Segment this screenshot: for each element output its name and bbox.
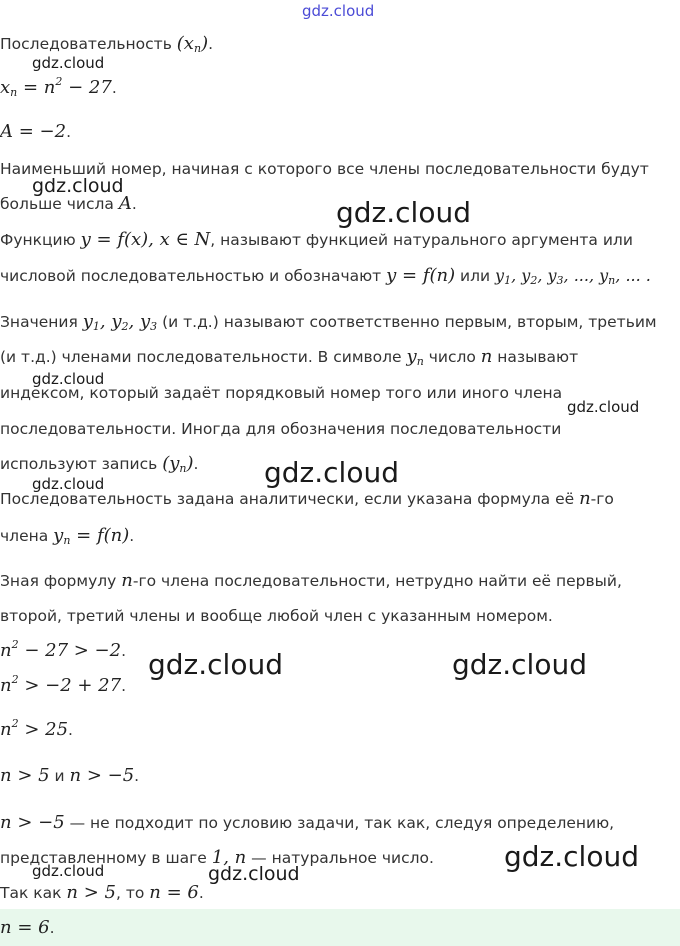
text: Функцию: [0, 231, 81, 249]
text: и: [49, 767, 70, 785]
text: .: [68, 721, 73, 739]
text: представленному в шаге: [0, 849, 212, 867]
math: n: [480, 346, 493, 367]
answer: [0, 917, 55, 939]
text: , то: [115, 884, 150, 902]
math: n = 6: [149, 882, 199, 903]
formula-line-2: [0, 605, 553, 627]
math: $n^2 - 27 > -2$: [0, 638, 122, 661]
watermark: gdz.cloud: [336, 196, 471, 229]
answer-highlight: [0, 909, 680, 946]
text: .: [198, 884, 204, 902]
math: $(y_n)$: [162, 453, 194, 475]
formula-line-1: [0, 570, 622, 592]
text: второй, третий члены и вообще любой член с указанным номером.: [0, 607, 553, 625]
text: Значения: [0, 313, 83, 331]
text: — не подходит по условию задачи, так как, следуя определению,: [64, 814, 615, 832]
math: $(x_n)$: [176, 33, 209, 55]
values-line-1: [0, 311, 657, 333]
inequality-2: [0, 675, 126, 697]
text: -го: [590, 490, 614, 508]
math: $y_1$, $y_2$, $y_3$, ..., $y_n$, ... .: [495, 266, 651, 287]
math: A = −2: [0, 121, 67, 142]
inequality-3: [0, 719, 73, 741]
analytic-line-1: [0, 488, 614, 510]
text: .: [121, 642, 127, 660]
text: используют запись: [0, 455, 163, 473]
watermark: gdz.cloud: [32, 54, 105, 72]
text: .: [49, 919, 55, 937]
math: n > 5: [0, 765, 50, 786]
text: .: [193, 455, 199, 473]
watermark: gdz.cloud: [32, 862, 105, 880]
math: $y_n$: [406, 346, 424, 368]
text: числовой последовательностью и обозначают: [0, 267, 387, 285]
text: — натуральное число.: [246, 849, 434, 867]
math: n: [121, 570, 133, 591]
formula-xn: [0, 77, 117, 99]
math: n > 5: [66, 882, 116, 903]
text: .: [66, 123, 71, 141]
definition-line-2: [0, 265, 651, 287]
math: n: [579, 488, 591, 509]
value-a: [0, 121, 71, 143]
analytic-line-2: [0, 525, 134, 547]
sequence-title: [0, 33, 213, 55]
values-line-5: [0, 453, 198, 475]
watermark: gdz.cloud: [32, 475, 105, 493]
text: Наименьший номер, начиная с которого все члены последовательности будут: [0, 160, 649, 178]
text: .: [131, 195, 137, 213]
values-line-3: [0, 382, 562, 404]
watermark: gdz.cloud: [264, 456, 399, 489]
math: A: [118, 193, 132, 214]
text: последовательности. Иногда для обозначения последовательности: [0, 420, 562, 438]
text: индексом, который задаёт порядковый номер того или иного члена: [0, 384, 563, 402]
math: y = f(x), x ∈ N: [80, 229, 211, 250]
text: .: [129, 527, 135, 545]
math: $y_n = f(n)$: [53, 525, 130, 547]
text: (и т.д.) членами последовательности. В символе: [0, 348, 407, 366]
math: y = f(n): [386, 265, 456, 286]
text: .: [208, 35, 214, 53]
text: Последовательность: [0, 35, 177, 53]
text: .: [111, 79, 117, 97]
math: $n^2 > -2 + 27$: [0, 673, 122, 696]
reject-line-2: [0, 847, 434, 869]
values-line-4: [0, 418, 561, 440]
watermark: gdz.cloud: [32, 370, 105, 388]
text: .: [134, 767, 140, 785]
text: Последовательность задана аналитически, если указана формула её: [0, 490, 580, 508]
values-line-2: [0, 346, 578, 368]
watermark-top: gdz.cloud: [302, 2, 375, 20]
math: 1, n: [211, 847, 247, 868]
conclusion: [0, 882, 204, 904]
text: -го члена последовательности, нетрудно найти её первый,: [132, 572, 622, 590]
math: n > −5: [69, 765, 135, 786]
text: называют: [492, 348, 579, 366]
inequality-1: [0, 640, 126, 662]
math: $y_1$, $y_2$, $y_3$: [82, 311, 158, 333]
text: Зная формулу: [0, 572, 122, 590]
roots: [0, 765, 139, 787]
text: число: [423, 348, 481, 366]
question-line-1: [0, 158, 649, 180]
text: , называют функцией натурального аргумента или: [210, 231, 633, 249]
text: больше числа: [0, 195, 119, 213]
definition-line-1: [0, 229, 633, 251]
question-line-2: [0, 193, 137, 215]
text: или: [455, 267, 496, 285]
watermark: gdz.cloud: [504, 840, 639, 873]
math: n > −5: [0, 812, 65, 833]
watermark: gdz.cloud: [452, 648, 587, 681]
math: $n^2 > 25$: [0, 717, 69, 740]
text: Так как: [0, 884, 67, 902]
text: .: [121, 677, 127, 695]
math: $x_n = n^2 - 27$: [0, 75, 112, 99]
watermark: gdz.cloud: [148, 648, 283, 681]
watermark: gdz.cloud: [208, 863, 300, 885]
text: члена: [0, 527, 54, 545]
text: (и т.д.) называют соответственно первым, вторым, третьим: [157, 313, 657, 331]
math: n = 6: [0, 917, 50, 938]
reject-line-1: [0, 812, 614, 834]
watermark: gdz.cloud: [567, 398, 640, 416]
watermark: gdz.cloud: [32, 175, 124, 197]
